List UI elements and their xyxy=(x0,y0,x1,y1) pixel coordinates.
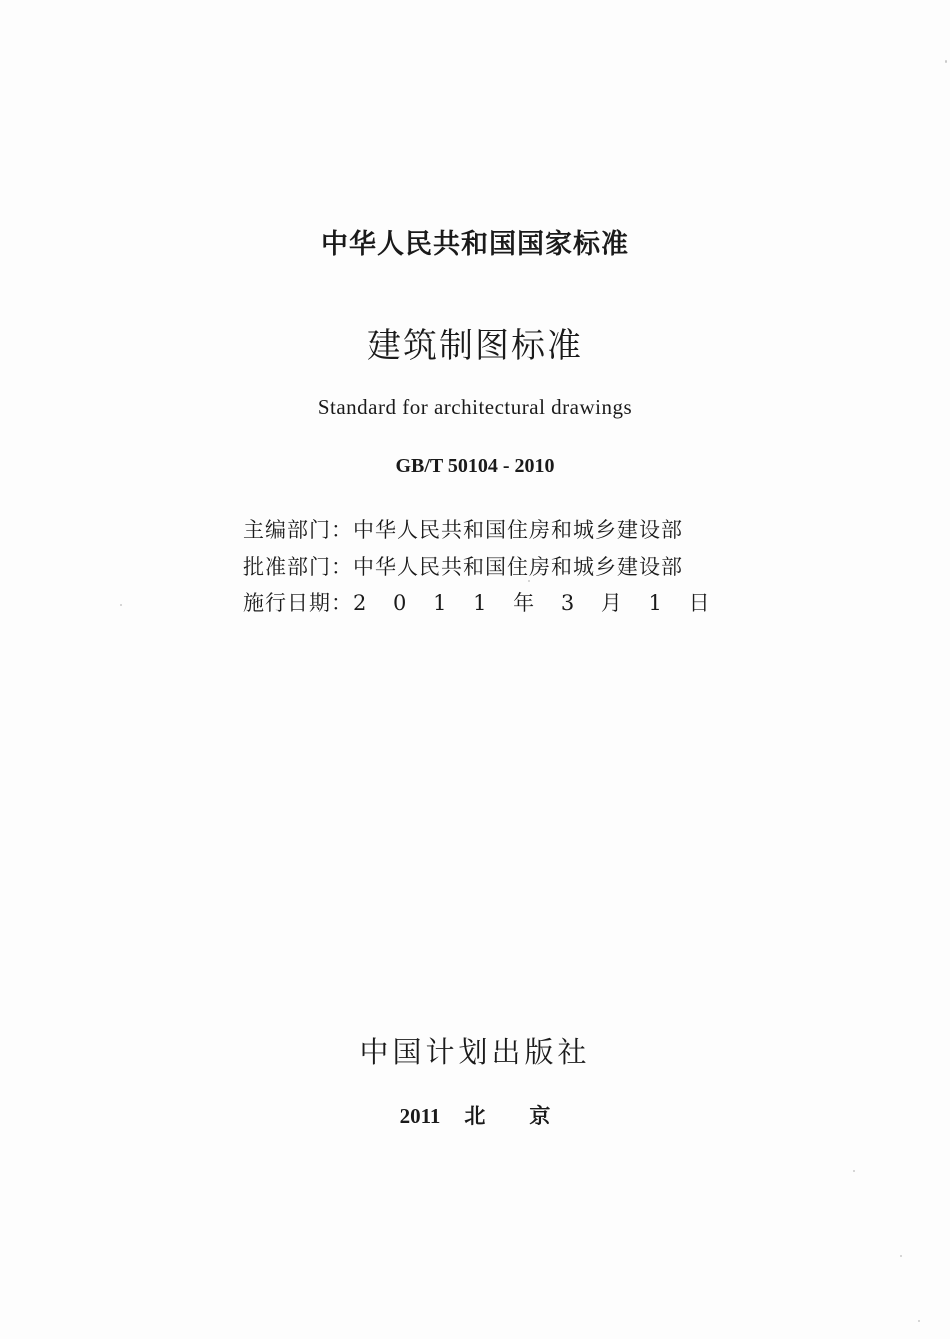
scan-speck xyxy=(528,580,530,582)
standard-code: GB/T 50104 - 2010 xyxy=(395,455,555,477)
scan-speck xyxy=(900,1255,902,1257)
effective-date-line xyxy=(243,587,720,617)
chief-editor-label: 主编部门： xyxy=(243,518,353,542)
effective-date-label: 施行日期： xyxy=(243,591,353,615)
publication-year: 2011 xyxy=(399,1104,441,1128)
national-standard-heading: 中华人民共和国国家标准 xyxy=(321,229,629,260)
approval-label: 批准部门： xyxy=(243,555,353,579)
scan-speck xyxy=(918,1320,920,1322)
standard-title-english: Standard for architectural drawings xyxy=(317,395,633,419)
approval-value: 中华人民共和国住房和城乡建设部 xyxy=(353,555,683,579)
publisher-name: 中国计划出版社 xyxy=(359,1035,591,1069)
effective-date-value: 2 0 1 1 年 3 月 1 日 xyxy=(353,591,720,615)
publication-line xyxy=(0,1100,950,1130)
scan-speck xyxy=(120,604,122,606)
scan-speck xyxy=(853,1170,855,1172)
chief-editor-line xyxy=(243,514,683,544)
approval-line xyxy=(243,551,683,581)
scan-speck xyxy=(945,60,947,63)
standard-title-chinese: 建筑制图标准 xyxy=(367,326,583,366)
publication-city-part1: 北 xyxy=(464,1104,486,1128)
chief-editor-value: 中华人民共和国住房和城乡建设部 xyxy=(353,518,683,542)
publication-city-part2: 京 xyxy=(529,1104,551,1128)
